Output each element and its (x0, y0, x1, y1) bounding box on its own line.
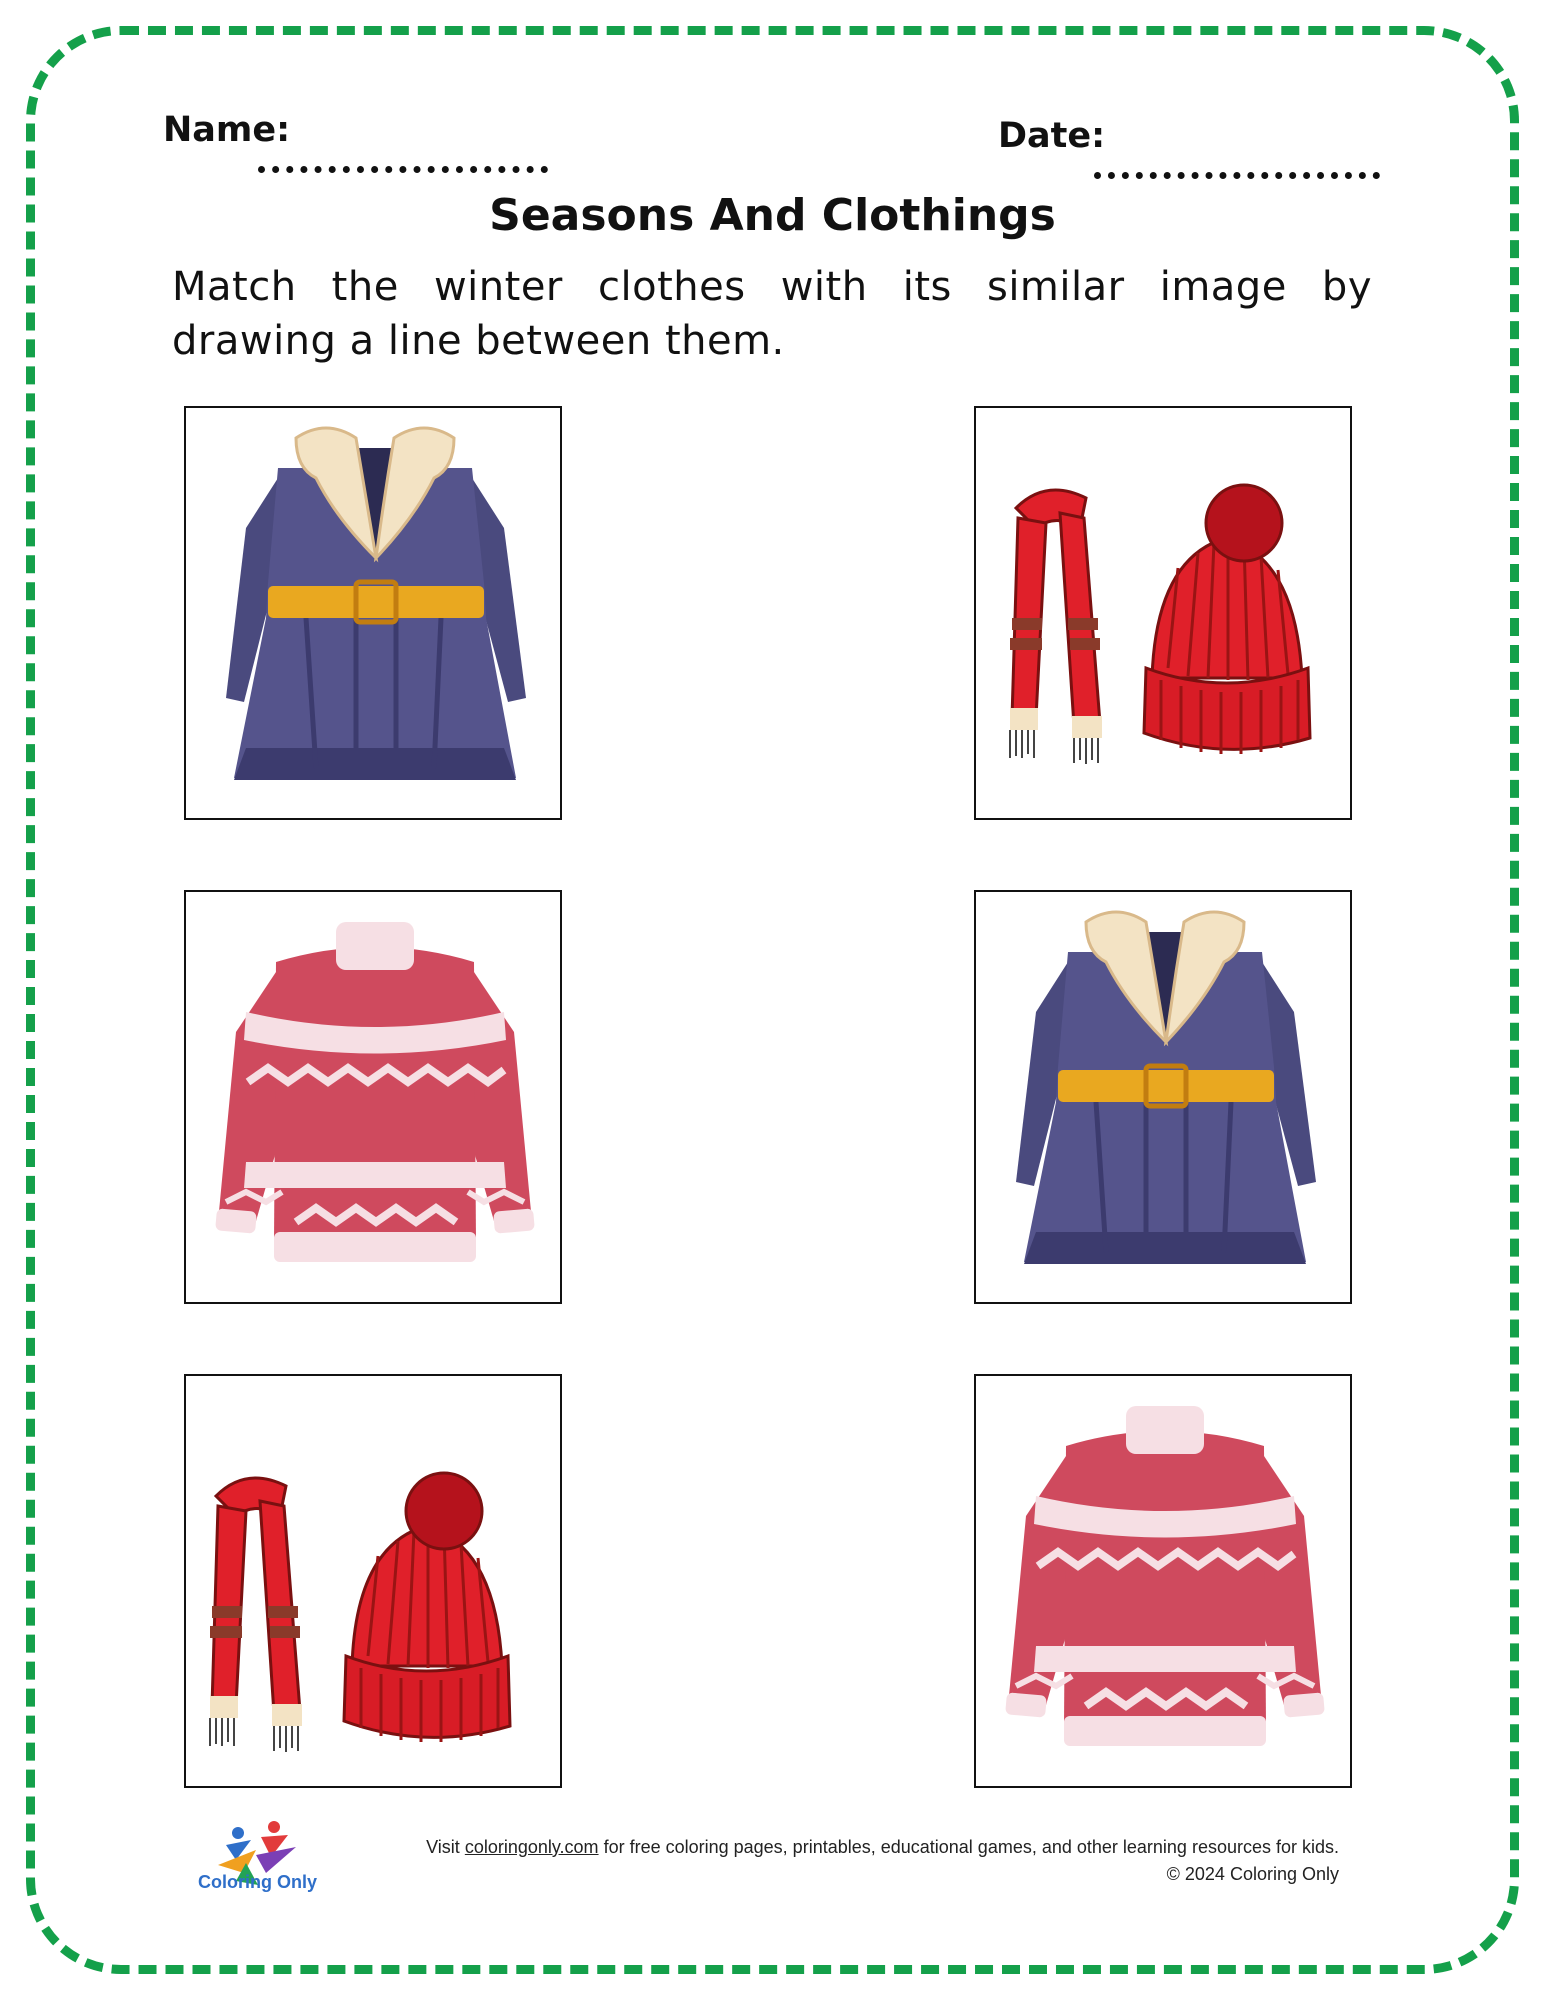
coat-icon (976, 892, 1352, 1304)
scarf-and-hat-icon (186, 1376, 562, 1788)
instruction-text: Match the winter clothes with its similar image by drawing a line between them. (172, 264, 1372, 364)
scarf-and-hat-icon (976, 408, 1352, 820)
date-blank-line[interactable] (1094, 172, 1380, 179)
date-label: Date: (998, 116, 1106, 156)
footer-rest: for free coloring pages, printables, educational games, and other learning resources for kids. (603, 1837, 1339, 1857)
right-card-3[interactable] (974, 1374, 1352, 1788)
sweater-icon (186, 892, 562, 1304)
left-card-1[interactable] (184, 406, 562, 820)
left-card-3[interactable] (184, 1374, 562, 1788)
footer-copyright: © 2024 Coloring Only (1166, 1864, 1339, 1884)
footer-link[interactable]: coloringonly.com (464, 1837, 599, 1857)
right-card-2[interactable] (974, 890, 1352, 1304)
logo-text: Coloring Only (198, 1872, 317, 1892)
footer-text (426, 1834, 1339, 1888)
worksheet-title: Seasons And Clothings (489, 190, 1056, 241)
footer-visit: Visit (426, 1837, 460, 1857)
left-card-2[interactable] (184, 890, 562, 1304)
name-blank-line[interactable] (258, 166, 548, 173)
name-label: Name: (163, 110, 291, 150)
right-card-1[interactable] (974, 406, 1352, 820)
coat-icon (186, 408, 562, 820)
sweater-icon (976, 1376, 1352, 1788)
